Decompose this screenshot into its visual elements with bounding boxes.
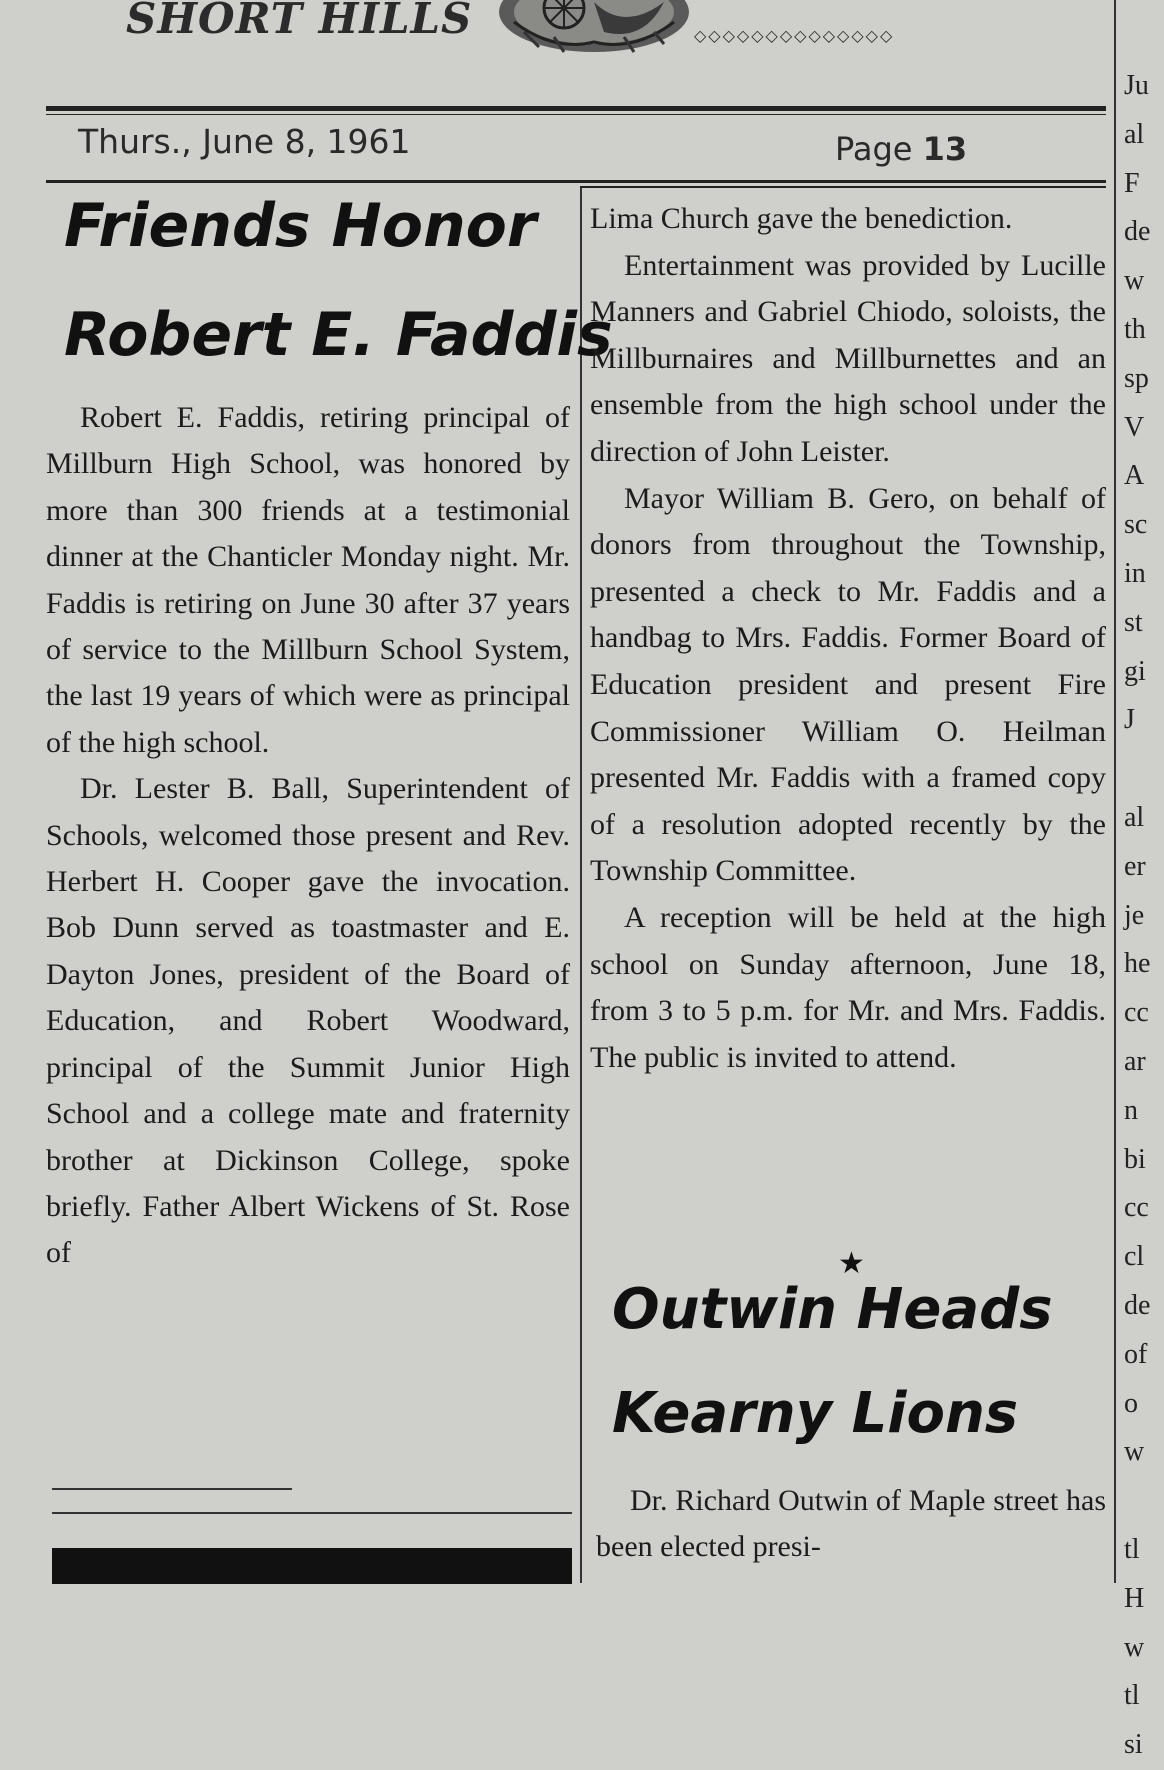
edge-fragment: st xyxy=(1124,606,1143,638)
article-headline-line-1: Friends Honor xyxy=(64,191,537,261)
edge-fragment: tl xyxy=(1124,1680,1140,1712)
edge-fragment: ar xyxy=(1124,1045,1146,1077)
edge-fragment: of xyxy=(1124,1338,1148,1370)
masthead-ornament-row: ◇◇◇◇◇◇◇◇◇◇◇◇◇◇ xyxy=(694,26,895,45)
article-column-2 xyxy=(590,196,1106,1081)
masthead-rule-thin xyxy=(46,114,1106,115)
edge-fragment: je xyxy=(1124,899,1145,931)
dateline: Thurs., June 8, 1961 xyxy=(78,122,411,161)
page-number: 13 xyxy=(922,130,968,168)
masthead-rule xyxy=(46,106,1106,111)
column-rule-2 xyxy=(1114,0,1116,1583)
edge-fragment: n xyxy=(1124,1094,1138,1126)
article-paragraph: Robert E. Faddis, retiring principal of Millburn High School, was honored by more than 300 friends at a testimonial dinner at the Chanticler Monday night. Mr. Faddis is retiring on June 30 after 37 years of service to the Millburn School System, the last 19 years of which were as principal of the high school. xyxy=(46,401,570,759)
edge-fragment: w xyxy=(1124,1436,1145,1468)
edge-fragment: cc xyxy=(1124,997,1149,1029)
dateline-rule-right xyxy=(580,186,1106,188)
star-separator: ★ xyxy=(838,1246,865,1281)
edge-fragment: A xyxy=(1124,460,1145,492)
edge-fragment: he xyxy=(1124,948,1151,980)
article-paragraph: A reception will be held at the high school on Sunday afternoon, June 18, from 3 to 5 p.m. for Mr. and Mrs. Faddis. The public is invited to attend. xyxy=(590,900,1106,1074)
edge-fragment xyxy=(1124,1477,1164,1526)
edge-fragment: H xyxy=(1124,1582,1145,1614)
edge-fragment: sc xyxy=(1124,509,1148,541)
article-paragraph: Dr. Lester B. Ball, Superintendent of Schools, welcomed those present and Rev. Herbert H. Cooper gave the invocation. Bob Dunn served as toastmaster and E. Dayton Jones, president of the Board of Education, and Robert Woodward, principal of the Summit Junior High School and a college mate and fraternity brother at Dickinson College, spoke briefly. Father Albert Wickens of St. Rose of xyxy=(46,772,570,1270)
edge-fragment: de xyxy=(1124,216,1151,248)
column-end-rule xyxy=(52,1488,292,1490)
edge-fragment xyxy=(1124,745,1164,794)
masthead-large-type-fragment xyxy=(690,0,1020,10)
dateline-rule xyxy=(46,180,1106,183)
edge-fragment: sp xyxy=(1124,362,1149,394)
edge-fragment: gi xyxy=(1124,655,1146,687)
article2-headline-line-1: Outwin Heads xyxy=(612,1277,1053,1342)
edge-fragment: cc xyxy=(1124,1192,1149,1224)
edge-fragment: bi xyxy=(1124,1143,1146,1175)
article-paragraph: Mayor William B. Gero, on behalf of donors from throughout the Township, presented a check to Mr. Faddis and a handbag to Mrs. Faddis. Former Board of Education president and present Fire Commissioner William O. Heilman presented Mr. Faddis with a framed copy of a resolution adopted recently by the Township Committee. xyxy=(590,481,1106,888)
edge-fragment: Ju xyxy=(1124,70,1149,101)
edge-fragment: al xyxy=(1124,118,1145,150)
edge-fragment: F xyxy=(1124,167,1140,199)
adjacent-column-fragment xyxy=(1124,62,1164,1770)
article-column-1 xyxy=(46,395,570,1277)
article-paragraph-continued: Lima Church gave the benediction. xyxy=(590,202,1013,235)
edge-fragment: al xyxy=(1124,801,1145,833)
edge-fragment: th xyxy=(1124,313,1146,345)
edge-fragment: tl xyxy=(1124,1533,1140,1565)
article2-body xyxy=(596,1478,1106,1571)
edge-fragment: de xyxy=(1124,1289,1151,1321)
edge-fragment: er xyxy=(1124,850,1146,882)
page-label: Page xyxy=(835,130,913,168)
edge-fragment: V xyxy=(1124,411,1145,443)
page-footer-bar xyxy=(52,1548,572,1584)
article-headline-line-2: Robert E. Faddis xyxy=(64,300,613,370)
page-number-line xyxy=(835,130,967,168)
article-paragraph: Entertainment was provided by Lucille Manners and Gabriel Chiodo, soloists, the Millburnaires and Millburnettes and an ensemble from the high school under the direction of John Leister. xyxy=(590,248,1106,468)
edge-fragment: w xyxy=(1124,265,1145,297)
masthead-seal-illustration xyxy=(494,0,694,58)
column-end-rule xyxy=(52,1512,572,1514)
column-rule-1 xyxy=(580,188,582,1583)
article2-headline-line-2: Kearny Lions xyxy=(612,1381,1019,1446)
edge-fragment: si xyxy=(1124,1729,1143,1761)
edge-fragment: w xyxy=(1124,1631,1145,1663)
edge-fragment: in xyxy=(1124,557,1146,589)
edge-fragment: J xyxy=(1124,704,1135,736)
edge-fragment: cl xyxy=(1124,1241,1145,1273)
edge-fragment: o xyxy=(1124,1387,1138,1419)
article-paragraph: Dr. Richard Outwin of Maple street has been elected presi- xyxy=(596,1484,1106,1564)
masthead-title: SHORT HILLS xyxy=(126,0,473,43)
